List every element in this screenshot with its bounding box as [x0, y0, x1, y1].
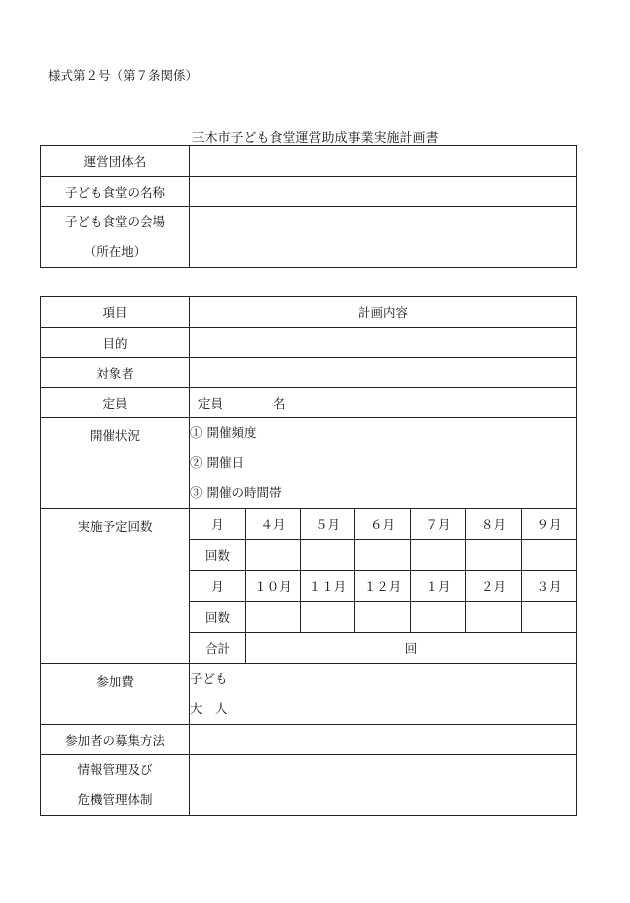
info-label-line2: 危機管理体制	[77, 792, 153, 807]
count-field[interactable]	[246, 540, 301, 571]
table-row	[41, 146, 577, 177]
table-row	[41, 664, 577, 725]
month-cell: １０月	[246, 571, 301, 602]
month-cell: １月	[411, 571, 466, 602]
month-cell: ７月	[411, 509, 466, 540]
count-field[interactable]	[411, 540, 466, 571]
header-content: 計画内容	[190, 297, 577, 328]
month-cell: ８月	[466, 509, 522, 540]
table-row	[41, 755, 577, 816]
cafeteria-name-label: 子ども食堂の名称	[41, 177, 190, 207]
table-row	[41, 509, 577, 540]
total-label: 合計	[190, 633, 246, 664]
month-cell: ５月	[301, 509, 355, 540]
basic-info-table	[40, 145, 577, 268]
month-label: 月	[190, 571, 246, 602]
table-row	[41, 725, 577, 755]
info-field[interactable]	[190, 755, 577, 816]
count-field[interactable]	[466, 540, 522, 571]
month-cell: １２月	[355, 571, 411, 602]
venue-label	[41, 207, 190, 268]
plan-table	[40, 296, 577, 816]
group-name-field[interactable]	[190, 146, 577, 177]
count-label: 回数	[190, 540, 246, 571]
venue-label-line2: （所在地）	[83, 244, 147, 259]
count-field[interactable]	[355, 540, 411, 571]
target-label: 対象者	[41, 358, 190, 388]
count-field[interactable]	[355, 602, 411, 633]
table-row	[41, 418, 577, 509]
status-hours: ③ 開催の時間帯	[190, 485, 282, 500]
status-label: 開催状況	[41, 418, 190, 509]
total-field[interactable]: 回	[246, 633, 577, 664]
purpose-field[interactable]	[190, 328, 577, 358]
info-label	[41, 755, 190, 816]
month-cell: ２月	[466, 571, 522, 602]
fee-field[interactable]	[190, 664, 577, 725]
month-cell: １１月	[301, 571, 355, 602]
count-field[interactable]	[246, 602, 301, 633]
fee-label: 参加費	[41, 664, 190, 725]
capacity-field[interactable]: 定員 名	[190, 388, 577, 418]
table-row	[41, 207, 577, 268]
table-row	[41, 297, 577, 328]
schedule-label: 実施予定回数	[41, 509, 190, 664]
month-label: 月	[190, 509, 246, 540]
cafeteria-name-field[interactable]	[190, 177, 577, 207]
count-field[interactable]	[411, 602, 466, 633]
table-row	[41, 388, 577, 418]
document-title: 三木市子ども食堂運営助成事業実施計画書	[191, 131, 439, 146]
group-name-label: 運営団体名	[41, 146, 190, 177]
table-row	[41, 358, 577, 388]
status-field[interactable]	[190, 418, 577, 509]
form-number: 様式第２号（第７条関係）	[48, 68, 199, 83]
info-label-line1: 情報管理及び	[77, 762, 153, 777]
status-days: ② 開催日	[190, 455, 244, 470]
capacity-label: 定員	[41, 388, 190, 418]
count-field[interactable]	[466, 602, 522, 633]
count-label: 回数	[190, 602, 246, 633]
recruit-field[interactable]	[190, 725, 577, 755]
month-cell: ９月	[522, 509, 577, 540]
month-cell: ４月	[246, 509, 301, 540]
table-row	[41, 177, 577, 207]
target-field[interactable]	[190, 358, 577, 388]
table-row	[41, 328, 577, 358]
fee-adult: 大 人	[190, 701, 228, 716]
recruit-label: 参加者の募集方法	[41, 725, 190, 755]
count-field[interactable]	[522, 602, 577, 633]
fee-child: 子ども	[190, 671, 228, 686]
count-field[interactable]	[522, 540, 577, 571]
venue-field[interactable]	[190, 207, 577, 268]
month-cell: ３月	[522, 571, 577, 602]
count-field[interactable]	[301, 540, 355, 571]
purpose-label: 目的	[41, 328, 190, 358]
count-field[interactable]	[301, 602, 355, 633]
venue-label-line1: 子ども食堂の会場	[64, 214, 165, 229]
status-frequency: ① 開催頻度	[190, 425, 257, 440]
month-cell: ６月	[355, 509, 411, 540]
header-item: 項目	[41, 297, 190, 328]
